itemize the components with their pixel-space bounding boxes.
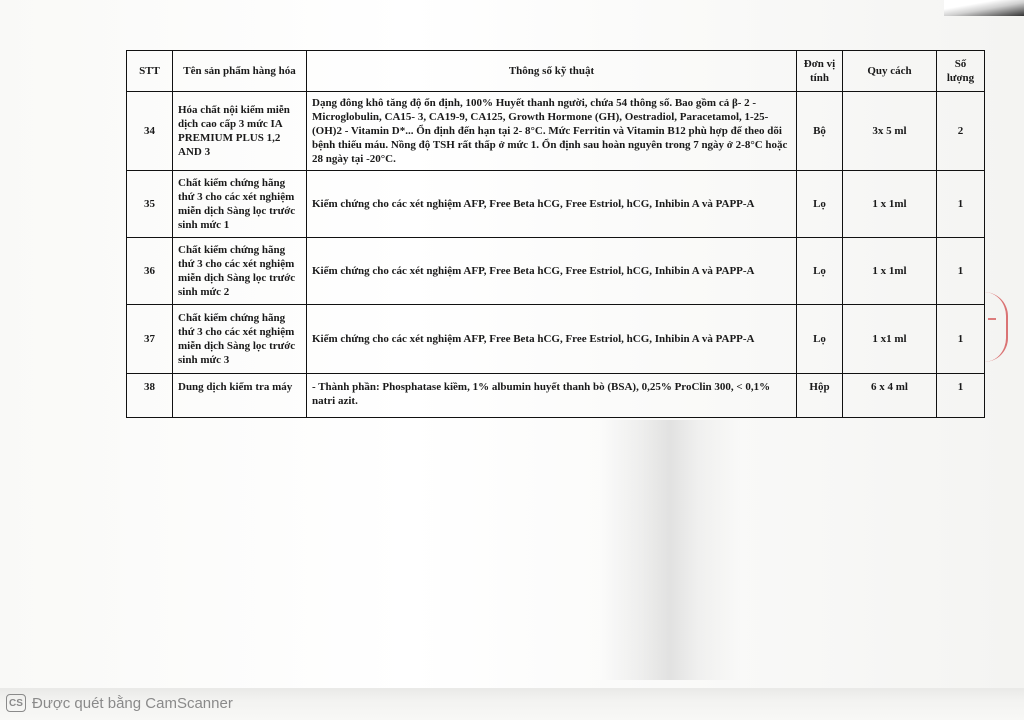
table-row [127,374,985,418]
table-row [127,92,985,171]
camscanner-watermark [6,692,233,714]
header-unit: Đơn vị tính [797,51,843,92]
red-stamp-mark [988,318,996,320]
row-quantity: 1 [937,238,985,305]
row-unit: Hộp [797,374,843,418]
row-technical-spec: - Thành phần: Phosphatase kiềm, 1% albumin huyết thanh bò (BSA), 0,25% ProClin 300, < 0,1% natri azit. [307,374,797,418]
row-packaging: 6 x 4 ml [843,374,937,418]
row-technical-spec: Kiểm chứng cho các xét nghiệm AFP, Free Beta hCG, Free Estriol, hCG, Inhibin A và PAPP-A [307,238,797,305]
row-technical-spec: Kiểm chứng cho các xét nghiệm AFP, Free Beta hCG, Free Estriol, hCG, Inhibin A và PAPP-A [307,305,797,374]
row-stt: 36 [127,238,173,305]
row-technical-spec: Dạng đông khô tăng độ ổn định, 100% Huyết thanh người, chứa 54 thông số. Bao gồm cả β- 2 - Microglobulin, CA15- 3, CA19-9, CA125, Growth Hormone (GH), Oestradiol, Paracetamol, 1-25-(OH)2 - Vitamin D*... Ổn định đến hạn tại 2- 8°C. Mức Ferritin và Vitamin B12 phù hợp để theo dõi bệnh thiếu máu. Nồng độ TSH rất thấp ở mức 1. Ổn định sau hoàn nguyên trong 7 ngày ở 2-8°C hoặc 28 ngày tại -20°C. [307,92,797,171]
table-row [127,305,985,374]
row-packaging: 3x 5 ml [843,92,937,171]
row-quantity: 2 [937,92,985,171]
row-unit: Lọ [797,238,843,305]
row-packaging: 1 x 1ml [843,171,937,238]
row-quantity: 1 [937,171,985,238]
row-quantity: 1 [937,374,985,418]
header-product-name: Tên sản phẩm hàng hóa [173,51,307,92]
camscanner-text: Được quét bằng CamScanner [32,694,233,712]
scan-shadow [600,420,740,680]
header-quantity: Số lượng [937,51,985,92]
header-technical-spec: Thông số kỹ thuật [307,51,797,92]
row-stt: 37 [127,305,173,374]
row-unit: Lọ [797,305,843,374]
row-packaging: 1 x1 ml [843,305,937,374]
table-row [127,238,985,305]
table-header-row [127,51,985,92]
row-quantity: 1 [937,305,985,374]
row-unit: Lọ [797,171,843,238]
header-stt: STT [127,51,173,92]
row-product-name: Chất kiểm chứng hãng thứ 3 cho các xét nghiệm miễn dịch Sàng lọc trước sinh mức 2 [173,238,307,305]
page-corner-fold [944,0,1024,16]
row-technical-spec: Kiểm chứng cho các xét nghiệm AFP, Free Beta hCG, Free Estriol, hCG, Inhibin A và PAPP-A [307,171,797,238]
header-packaging: Quy cách [843,51,937,92]
camscanner-logo-icon: CS [6,694,26,712]
row-stt: 38 [127,374,173,418]
table-row [127,171,985,238]
row-stt: 34 [127,92,173,171]
row-product-name: Chất kiểm chứng hãng thứ 3 cho các xét nghiệm miễn dịch Sàng lọc trước sinh mức 1 [173,171,307,238]
row-product-name: Chất kiểm chứng hãng thứ 3 cho các xét nghiệm miễn dịch Sàng lọc trước sinh mức 3 [173,305,307,374]
product-spec-table [126,50,985,418]
row-product-name: Dung dịch kiểm tra máy [173,374,307,418]
row-stt: 35 [127,171,173,238]
row-packaging: 1 x 1ml [843,238,937,305]
row-unit: Bộ [797,92,843,171]
row-product-name: Hóa chất nội kiểm miễn dịch cao cấp 3 mức IA PREMIUM PLUS 1,2 AND 3 [173,92,307,171]
